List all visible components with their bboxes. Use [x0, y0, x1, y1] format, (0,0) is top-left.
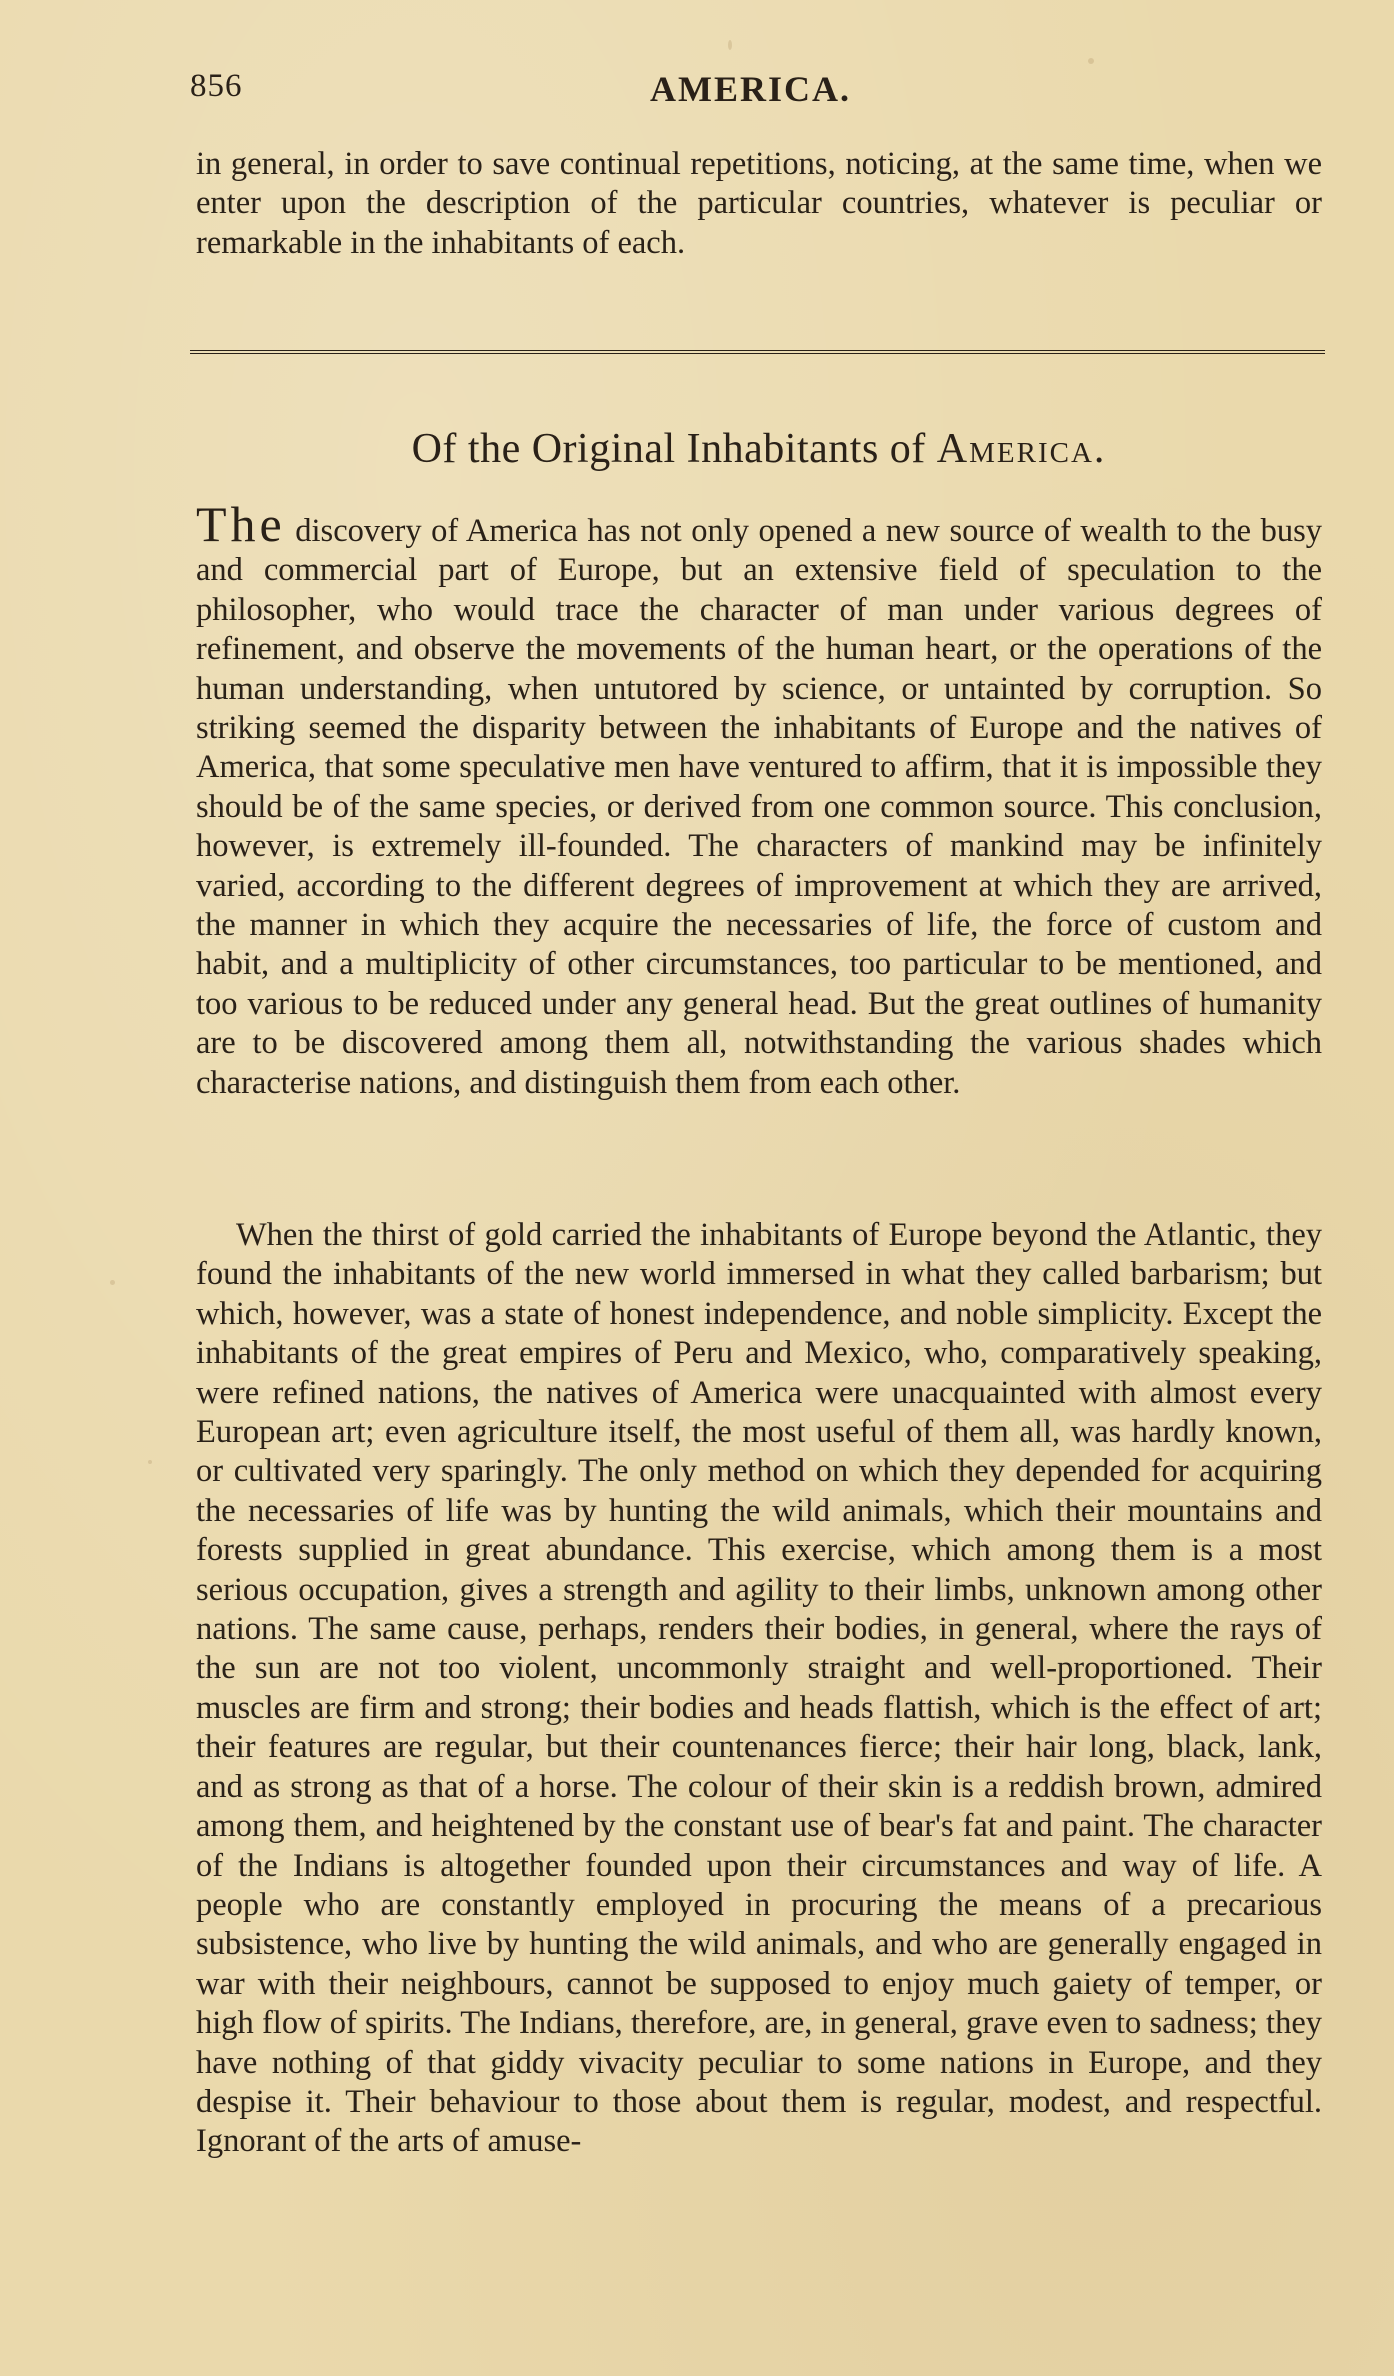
body-paragraph-first — [196, 496, 1323, 1103]
section-heading — [196, 425, 1322, 473]
section-divider — [190, 350, 1325, 354]
drop-cap-word: The — [196, 496, 286, 552]
paper-stain — [1088, 58, 1094, 64]
paper-stain — [728, 40, 732, 50]
section-heading-name: America. — [936, 426, 1107, 472]
paper-stain — [110, 1280, 115, 1285]
running-title: AMERICA. — [650, 69, 851, 109]
section-heading-prefix: Of the Original Inhabitants of — [411, 426, 926, 472]
paper-stain — [148, 1460, 152, 1464]
body-paragraph-first-text: discovery of America has not only opened a new source of wealth to the busy and commercial part of Europe, but an extensive field of speculation to the philosopher, who would trace the character of man under various degrees of refinement, and observe the movements of the human heart, or the operations of the human understanding, when untutored by science, or untainted by corruption. So striking seemed the disparity between the inhabitants of Europe and the natives of America, that some speculative men have ventured to affirm, that it is impossible they should be of the same species, or derived from one common source. This conclusion, however, is extremely ill-founded. The characters of mankind may be infinitely varied, according to the different degrees of improvement at which they are arrived, the manner in which they acquire the necessaries of life, the force of custom and habit, and a multiplicity of other circumstances, too particular to be mentioned, and too various to be reduced under any general head. But the great outlines of humanity are to be discovered among them all, notwithstanding the various shades which characterise nations, and distinguish them from each other. — [196, 513, 1323, 1101]
body-paragraph-second: When the thirst of gold carried the inhabitants of Europe beyond the Atlantic, they found the inhabitants of the new world immersed in what they called barbarism; but which, however, was a state of honest independence, and noble simplicity. Except the inhabitants of the great empires of Peru and Mexico, who, comparatively speaking, were refined nations, the natives of America were unacquainted with almost every European art; even agriculture itself, the most useful of them all, was hardly known, or cultivated very sparingly. The only method on which they depended for acquiring the necessaries of life was by hunting the wild animals, which their mountains and forests supplied in great abundance. This exercise, which among them is a most serious occupation, gives a strength and agility to their limbs, unknown among other nations. The same cause, perhaps, renders their bodies, in general, where the rays of the sun are not too violent, uncommonly straight and well-proportioned. Their muscles are firm and strong; their bodies and heads flattish, which is the effect of art; their features are regular, but their countenances fierce; their hair long, black, lank, and as strong as that of a horse. The colour of their skin is a reddish brown, admired among them, and heightened by the constant use of bear's fat and paint. The character of the Indians is altogether founded upon their circumstances and way of life. A people who are constantly employed in procuring the means of a precarious subsistence, who live by hunting the wild animals, and who are generally engaged in war with their neighbours, cannot be supposed to enjoy much gaiety of temper, or high flow of spirits. The Indians, therefore, are, in general, grave even to sadness; they have nothing of that giddy vivacity peculiar to some nations in Europe, and they despise it. Their behaviour to those about them is regular, modest, and respectful. Ignorant of the arts of amuse- — [196, 1217, 1322, 2160]
page-number: 856 — [190, 68, 243, 104]
intro-paragraph: in general, in order to save continual repetitions, noticing, at the same time, when we enter upon the description of the particular countries, whatever is peculiar or remarkable in the inhabitants of each. — [196, 146, 1322, 261]
running-head — [190, 68, 1320, 118]
